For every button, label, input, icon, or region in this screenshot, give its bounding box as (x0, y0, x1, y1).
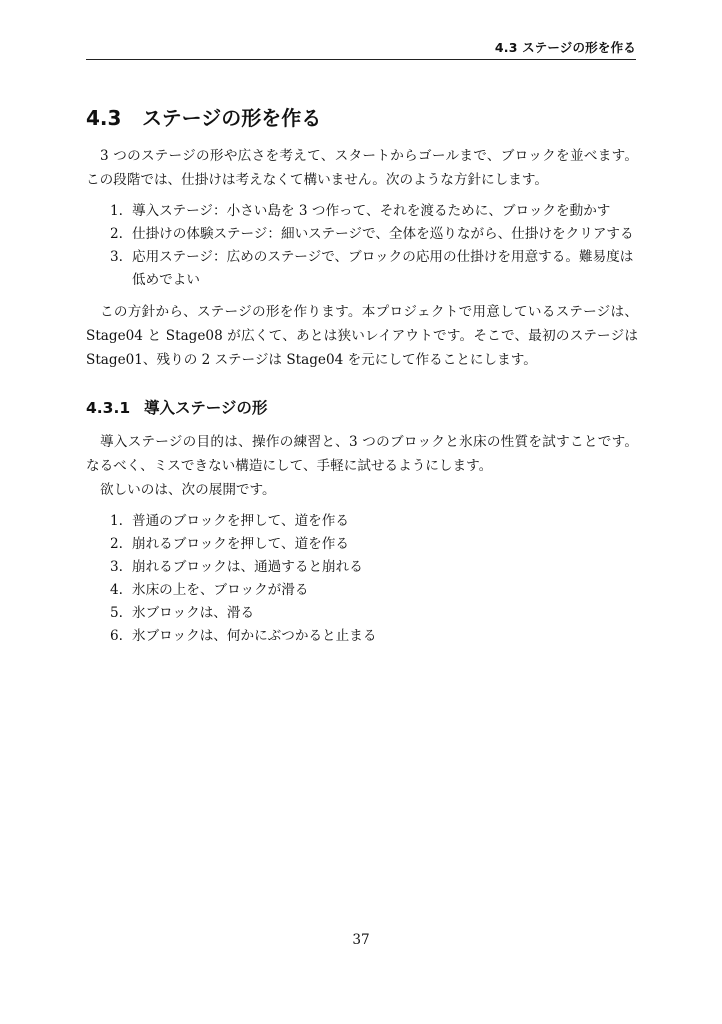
progression-item (110, 602, 638, 625)
list-number: 4. (110, 582, 123, 598)
progression-item-text: 崩れるブロックは、通過すると崩れる (132, 559, 363, 575)
list-number: 2. (110, 536, 123, 552)
progression-item-text: 普通のブロックを押して、道を作る (132, 513, 349, 529)
section-heading (86, 104, 638, 132)
section-intro-paragraph: 3 つのステージの形や広さを考えて、スタートからゴールまで、ブロックを並べます。この段階では、仕掛けは考えなくて構いません。次のような方針にします。 (86, 148, 638, 188)
progression-item (110, 533, 638, 556)
policy-list (86, 200, 638, 292)
policy-item (110, 223, 638, 246)
progression-item (110, 625, 638, 648)
progression-item (110, 556, 638, 579)
list-number: 6. (110, 628, 123, 644)
policy-item-text: 応用ステージ：広めのステージで、ブロックの応用の仕掛けを用意する。難易度は低めでよい (132, 249, 634, 288)
progression-list (86, 510, 638, 648)
policy-item (110, 200, 638, 223)
list-number: 3. (110, 249, 123, 265)
section-number: 4.3 (86, 106, 122, 130)
progression-item-text: 氷床の上を、ブロックが滑る (132, 582, 309, 598)
progression-item-text: 崩れるブロックを押して、道を作る (132, 536, 349, 552)
subsection-heading (86, 396, 638, 420)
progression-item (110, 579, 638, 602)
header-rule (86, 59, 636, 60)
list-number: 3. (110, 559, 123, 575)
subsection-number: 4.3.1 (86, 399, 131, 417)
list-number: 1. (110, 513, 123, 529)
policy-item (110, 246, 638, 292)
list-number: 5. (110, 605, 123, 621)
list-number: 1. (110, 203, 123, 219)
policy-item-text: 導入ステージ：小さい島を 3 つ作って、それを渡るために、ブロックを動かす (132, 203, 611, 219)
section-title: ステージの形を作る (142, 106, 322, 130)
subsection-paragraph: 導入ステージの目的は、操作の練習と、3 つのブロックと氷床の性質を試すことです。なるべく、ミスできない構造にして、手軽に試せるようにします。 (86, 434, 638, 474)
subsection-title: 導入ステージの形 (144, 399, 268, 417)
progression-item-text: 氷ブロックは、滑る (132, 605, 255, 621)
page-content (86, 104, 638, 656)
progression-item-text: 氷ブロックは、何かにぶつかると止まる (132, 628, 377, 644)
policy-item-text: 仕掛けの体験ステージ：細いステージで、全体を巡りながら、仕掛けをクリアする (132, 226, 634, 242)
section-summary-paragraph: この方針から、ステージの形を作ります。本プロジェクトで用意しているステージは、Stage04 と Stage08 が広くて、あとは狭いレイアウトです。そこで、最初のステージは Stage01、残りの 2 ステージは Stage04 を元にして作ることにします。 (86, 304, 638, 368)
list-number: 2. (110, 226, 123, 242)
page-number: 37 (352, 932, 370, 948)
running-header: 4.3 ステージの形を作る (494, 40, 636, 55)
subsection-lead-paragraph: 欲しいのは、次の展開です。 (100, 482, 276, 498)
progression-item (110, 510, 638, 533)
